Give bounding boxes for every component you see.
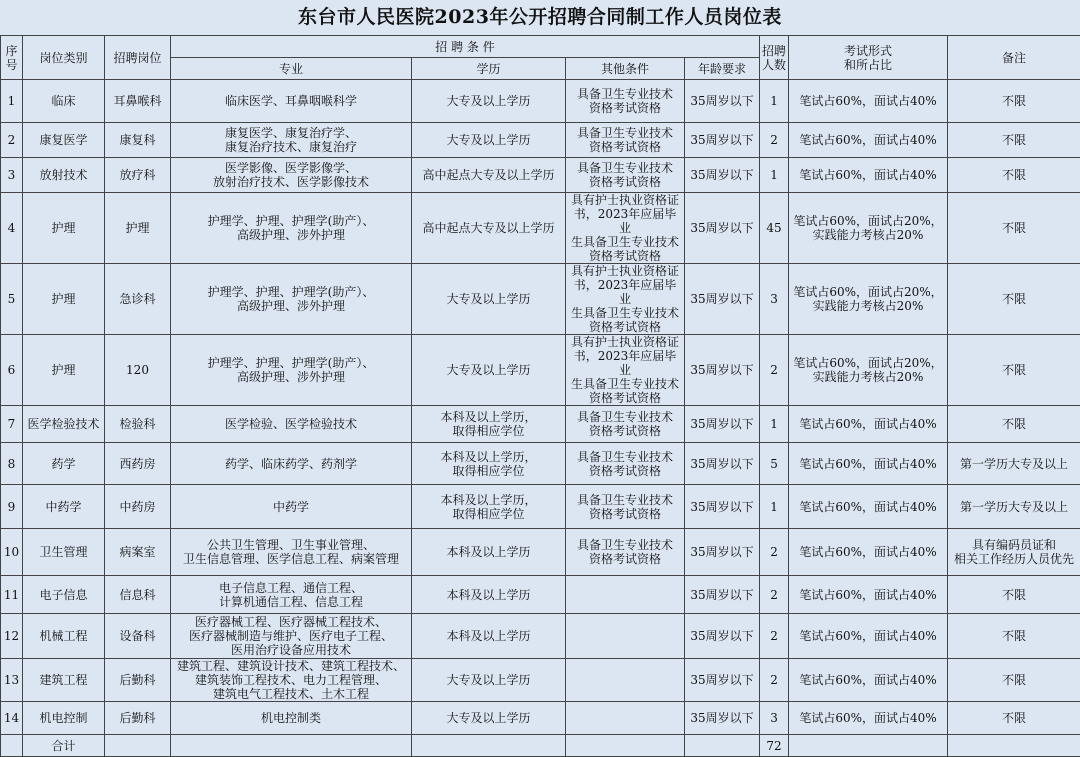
header-count: 招聘 人数 xyxy=(760,36,789,80)
header-note: 备注 xyxy=(948,36,1080,80)
total-count: 72 xyxy=(760,735,789,757)
cell-exam: 笔试占60%，面试占40% xyxy=(789,123,948,158)
cell-category: 康复医学 xyxy=(23,123,105,158)
cell-note: 不限 xyxy=(948,193,1080,264)
table-row xyxy=(1,158,1080,193)
cell-position: 后勤科 xyxy=(105,702,171,735)
cell-seq: 13 xyxy=(1,659,23,702)
cell-note: 第一学历大专及以上 xyxy=(948,443,1080,485)
cell-seq: 4 xyxy=(1,193,23,264)
cell-seq: 7 xyxy=(1,406,23,443)
cell-exam: 笔试占60%，面试占40% xyxy=(789,406,948,443)
cell-exam: 笔试占60%，面试占40% xyxy=(789,529,948,576)
total-label: 合计 xyxy=(23,735,105,757)
cell-count: 2 xyxy=(760,659,789,702)
cell-position: 康复科 xyxy=(105,123,171,158)
cell-other xyxy=(566,702,685,735)
cell-category: 电子信息 xyxy=(23,576,105,614)
cell-note: 第一学历大专及以上 xyxy=(948,485,1080,529)
table-header xyxy=(1,36,1080,80)
cell-age: 35周岁以下 xyxy=(685,529,760,576)
cell-exam: 笔试占60%，面试占40% xyxy=(789,659,948,702)
cell-other xyxy=(566,659,685,702)
cell-seq: 10 xyxy=(1,529,23,576)
cell-major: 药学、临床药学、药剂学 xyxy=(171,443,412,485)
cell-position: 信息科 xyxy=(105,576,171,614)
cell-other: 具有护士执业资格证 书，2023年应届毕业 生具备卫生专业技术 资格考试资格 xyxy=(566,335,685,406)
cell-position: 病案室 xyxy=(105,529,171,576)
cell-major: 电子信息工程、通信工程、 计算机通信工程、信息工程 xyxy=(171,576,412,614)
cell-seq: 3 xyxy=(1,158,23,193)
cell-note: 不限 xyxy=(948,576,1080,614)
cell-count: 1 xyxy=(760,80,789,123)
cell-category: 放射技术 xyxy=(23,158,105,193)
cell-count: 3 xyxy=(760,702,789,735)
cell-exam: 笔试占60%，面试占20%， 实践能力考核占20% xyxy=(789,264,948,335)
cell-other: 具备卫生专业技术 资格考试资格 xyxy=(566,406,685,443)
cell-other: 具有护士执业资格证 书，2023年应届毕业 生具备卫生专业技术 资格考试资格 xyxy=(566,193,685,264)
cell-other: 具备卫生专业技术 资格考试资格 xyxy=(566,80,685,123)
cell-position: 设备科 xyxy=(105,614,171,659)
table-row xyxy=(1,576,1080,614)
cell-age: 35周岁以下 xyxy=(685,158,760,193)
cell-category: 卫生管理 xyxy=(23,529,105,576)
table-row xyxy=(1,614,1080,659)
cell-education: 高中起点大专及以上学历 xyxy=(412,193,566,264)
cell-major: 机电控制类 xyxy=(171,702,412,735)
cell-age: 35周岁以下 xyxy=(685,264,760,335)
cell-education: 大专及以上学历 xyxy=(412,123,566,158)
cell-note: 不限 xyxy=(948,123,1080,158)
cell-education: 本科及以上学历 xyxy=(412,614,566,659)
cell-position: 120 xyxy=(105,335,171,406)
header-position: 招聘岗位 xyxy=(105,36,171,80)
cell-position: 后勤科 xyxy=(105,659,171,702)
cell-major: 护理学、护理、护理学(助产）、 高级护理、涉外护理 xyxy=(171,335,412,406)
cell-note: 不限 xyxy=(948,264,1080,335)
cell-other: 具有护士执业资格证 书，2023年应届毕业 生具备卫生专业技术 资格考试资格 xyxy=(566,264,685,335)
cell-major: 护理学、护理、护理学(助产）、 高级护理、涉外护理 xyxy=(171,264,412,335)
cell-age: 35周岁以下 xyxy=(685,576,760,614)
cell-education: 本科及以上学历， 取得相应学位 xyxy=(412,485,566,529)
cell-seq: 5 xyxy=(1,264,23,335)
table-row xyxy=(1,123,1080,158)
cell-note: 不限 xyxy=(948,406,1080,443)
cell-age: 35周岁以下 xyxy=(685,702,760,735)
cell-education: 本科及以上学历， 取得相应学位 xyxy=(412,443,566,485)
cell-exam: 笔试占60%，面试占40% xyxy=(789,576,948,614)
cell-seq: 14 xyxy=(1,702,23,735)
table-row xyxy=(1,80,1080,123)
cell-position: 耳鼻喉科 xyxy=(105,80,171,123)
cell-major: 临床医学、耳鼻咽喉科学 xyxy=(171,80,412,123)
table-row xyxy=(1,264,1080,335)
cell-position: 急诊科 xyxy=(105,264,171,335)
cell-category: 医学检验技术 xyxy=(23,406,105,443)
cell-seq: 11 xyxy=(1,576,23,614)
cell-major: 康复医学、康复治疗学、 康复治疗技术、康复治疗 xyxy=(171,123,412,158)
cell-count: 5 xyxy=(760,443,789,485)
cell-count: 2 xyxy=(760,335,789,406)
cell-major: 中药学 xyxy=(171,485,412,529)
cell-count: 1 xyxy=(760,158,789,193)
cell-other: 具备卫生专业技术 资格考试资格 xyxy=(566,529,685,576)
cell-note: 具有编码员证和 相关工作经历人员优先 xyxy=(948,529,1080,576)
table-row xyxy=(1,702,1080,735)
cell-count: 1 xyxy=(760,406,789,443)
cell-category: 中药学 xyxy=(23,485,105,529)
cell-age: 35周岁以下 xyxy=(685,614,760,659)
header-conditions: 招 聘 条 件 xyxy=(171,36,760,58)
cell-major: 医学影像、医学影像学、 放射治疗技术、医学影像技术 xyxy=(171,158,412,193)
cell-count: 3 xyxy=(760,264,789,335)
cell-seq: 2 xyxy=(1,123,23,158)
cell-other: 具备卫生专业技术 资格考试资格 xyxy=(566,123,685,158)
cell-age: 35周岁以下 xyxy=(685,406,760,443)
table-row xyxy=(1,193,1080,264)
cell-category: 护理 xyxy=(23,193,105,264)
cell-other xyxy=(566,614,685,659)
cell-education: 大专及以上学历 xyxy=(412,702,566,735)
table-row xyxy=(1,443,1080,485)
cell-seq: 1 xyxy=(1,80,23,123)
cell-exam: 笔试占60%，面试占40% xyxy=(789,614,948,659)
cell-position: 放疗科 xyxy=(105,158,171,193)
cell-note: 不限 xyxy=(948,659,1080,702)
table-row xyxy=(1,659,1080,702)
cell-seq: 9 xyxy=(1,485,23,529)
cell-other: 具备卫生专业技术 资格考试资格 xyxy=(566,158,685,193)
cell-count: 2 xyxy=(760,614,789,659)
cell-category: 药学 xyxy=(23,443,105,485)
table-body xyxy=(1,80,1080,735)
cell-exam: 笔试占60%，面试占40% xyxy=(789,485,948,529)
cell-major: 护理学、护理、护理学(助产）、 高级护理、涉外护理 xyxy=(171,193,412,264)
cell-count: 2 xyxy=(760,576,789,614)
table-row xyxy=(1,335,1080,406)
cell-exam: 笔试占60%，面试占40% xyxy=(789,702,948,735)
cell-exam: 笔试占60%，面试占20%， 实践能力考核占20% xyxy=(789,335,948,406)
cell-note: 不限 xyxy=(948,614,1080,659)
cell-note: 不限 xyxy=(948,158,1080,193)
cell-age: 35周岁以下 xyxy=(685,335,760,406)
cell-education: 大专及以上学历 xyxy=(412,80,566,123)
cell-age: 35周岁以下 xyxy=(685,123,760,158)
cell-age: 35周岁以下 xyxy=(685,485,760,529)
header-exam: 考试形式 和所占比 xyxy=(789,36,948,80)
cell-education: 本科及以上学历， 取得相应学位 xyxy=(412,406,566,443)
cell-category: 护理 xyxy=(23,264,105,335)
positions-table xyxy=(0,35,1080,757)
cell-category: 临床 xyxy=(23,80,105,123)
cell-category: 机械工程 xyxy=(23,614,105,659)
cell-count: 2 xyxy=(760,529,789,576)
cell-position: 护理 xyxy=(105,193,171,264)
cell-major: 建筑工程、建筑设计技术、建筑工程技术、 建筑装饰工程技术、电力工程管理、 建筑电气工程技术、土木工程 xyxy=(171,659,412,702)
cell-exam: 笔试占60%，面试占40% xyxy=(789,443,948,485)
table-row xyxy=(1,485,1080,529)
cell-count: 1 xyxy=(760,485,789,529)
cell-seq: 12 xyxy=(1,614,23,659)
cell-other xyxy=(566,576,685,614)
cell-position: 检验科 xyxy=(105,406,171,443)
cell-education: 大专及以上学历 xyxy=(412,335,566,406)
cell-position: 西药房 xyxy=(105,443,171,485)
cell-category: 机电控制 xyxy=(23,702,105,735)
header-seq: 序 号 xyxy=(1,36,23,80)
cell-count: 45 xyxy=(760,193,789,264)
cell-exam: 笔试占60%，面试占40% xyxy=(789,158,948,193)
cell-exam: 笔试占60%，面试占20%， 实践能力考核占20% xyxy=(789,193,948,264)
header-other: 其他条件 xyxy=(566,58,685,80)
table-row xyxy=(1,529,1080,576)
cell-age: 35周岁以下 xyxy=(685,659,760,702)
cell-education: 本科及以上学历 xyxy=(412,576,566,614)
cell-count: 2 xyxy=(760,123,789,158)
cell-education: 大专及以上学历 xyxy=(412,264,566,335)
cell-major: 医学检验、医学检验技术 xyxy=(171,406,412,443)
cell-major: 公共卫生管理、卫生事业管理、 卫生信息管理、医学信息工程、病案管理 xyxy=(171,529,412,576)
header-major: 专业 xyxy=(171,58,412,80)
table-footer xyxy=(1,735,1080,757)
table-row xyxy=(1,406,1080,443)
header-category: 岗位类别 xyxy=(23,36,105,80)
cell-category: 建筑工程 xyxy=(23,659,105,702)
cell-other: 具备卫生专业技术 资格考试资格 xyxy=(566,485,685,529)
cell-seq: 6 xyxy=(1,335,23,406)
page-title: 东台市人民医院2023年公开招聘合同制工作人员岗位表 xyxy=(0,0,1080,35)
cell-seq: 8 xyxy=(1,443,23,485)
total-seq xyxy=(1,735,23,757)
cell-education: 本科及以上学历 xyxy=(412,529,566,576)
cell-major: 医疗器械工程、医疗器械工程技术、 医疗器械制造与维护、医疗电子工程、 医用治疗设备应用技术 xyxy=(171,614,412,659)
header-education: 学历 xyxy=(412,58,566,80)
cell-other: 具备卫生专业技术 资格考试资格 xyxy=(566,443,685,485)
cell-education: 高中起点大专及以上学历 xyxy=(412,158,566,193)
cell-exam: 笔试占60%，面试占40% xyxy=(789,80,948,123)
cell-note: 不限 xyxy=(948,702,1080,735)
cell-education: 大专及以上学历 xyxy=(412,659,566,702)
cell-note: 不限 xyxy=(948,80,1080,123)
cell-category: 护理 xyxy=(23,335,105,406)
cell-age: 35周岁以下 xyxy=(685,80,760,123)
header-age: 年龄要求 xyxy=(685,58,760,80)
cell-position: 中药房 xyxy=(105,485,171,529)
cell-age: 35周岁以下 xyxy=(685,193,760,264)
cell-age: 35周岁以下 xyxy=(685,443,760,485)
cell-note: 不限 xyxy=(948,335,1080,406)
